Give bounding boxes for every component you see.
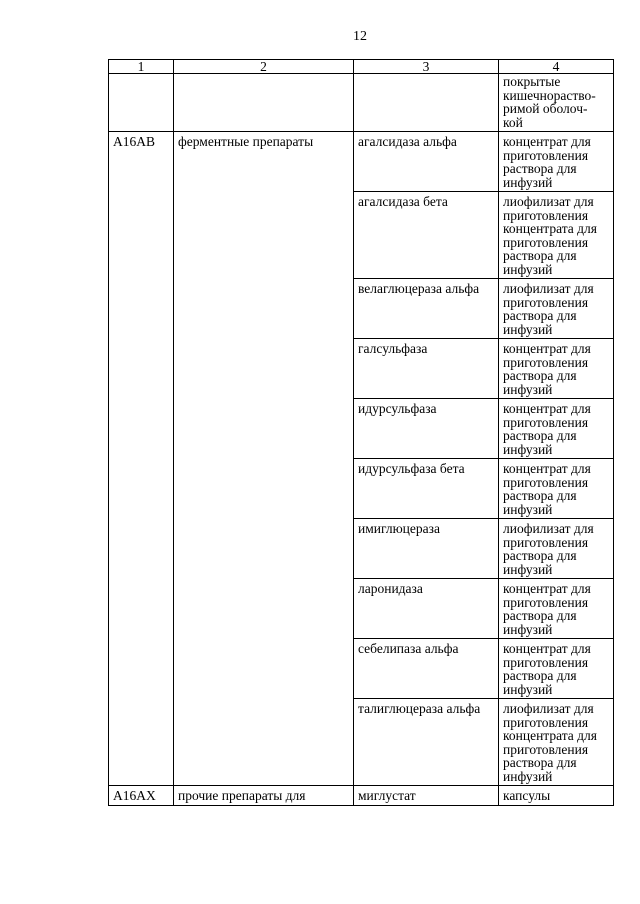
drug-name-cell: [354, 74, 499, 132]
column-header: 4: [499, 60, 614, 74]
column-header: 1: [109, 60, 174, 74]
group-cell: ферментные препараты: [174, 132, 354, 786]
dosage-form-cell: концентрат для приготовления раствора для инфузий: [499, 639, 614, 699]
drug-name-cell: велаглюцераза альфа: [354, 279, 499, 339]
drug-name-cell: галсульфаза: [354, 339, 499, 399]
column-header: 2: [174, 60, 354, 74]
dosage-form-cell: лиофилизат для приготовления раствора для инфузий: [499, 519, 614, 579]
dosage-form-cell: концентрат для приготовления раствора для инфузий: [499, 459, 614, 519]
drug-name-cell: идурсульфаза: [354, 399, 499, 459]
drug-name-cell: имиглюцераза: [354, 519, 499, 579]
dosage-form-cell: концентрат для приготовления раствора для инфузий: [499, 399, 614, 459]
dosage-form-cell: покрытые кишечнораство- римой оболоч- кой: [499, 74, 614, 132]
dosage-form-cell: капсулы: [499, 786, 614, 806]
table-row: [109, 786, 614, 806]
dosage-form-cell: концентрат для приготовления раствора для инфузий: [499, 132, 614, 192]
drug-name-cell: ларонидаза: [354, 579, 499, 639]
table-row: [109, 132, 614, 192]
page-number: 12: [353, 29, 367, 44]
atc-code-cell: A16AB: [109, 132, 174, 786]
table-row: [109, 74, 614, 132]
table-header: [109, 60, 614, 74]
drug-name-cell: агалсидаза альфа: [354, 132, 499, 192]
dosage-form-cell: концентрат для приготовления раствора для инфузий: [499, 339, 614, 399]
group-cell: прочие препараты для: [174, 786, 354, 806]
column-header: 3: [354, 60, 499, 74]
drug-name-cell: идурсульфаза бета: [354, 459, 499, 519]
table-body: [109, 74, 614, 806]
drug-name-cell: агалсидаза бета: [354, 192, 499, 279]
drug-name-cell: миглустат: [354, 786, 499, 806]
group-cell: [174, 74, 354, 132]
drug-table: [108, 59, 614, 806]
dosage-form-cell: концентрат для приготовления раствора для инфузий: [499, 579, 614, 639]
dosage-form-cell: лиофилизат для приготовления раствора для инфузий: [499, 279, 614, 339]
dosage-form-cell: лиофилизат для приготовления концентрата для приготовления раствора для инфузий: [499, 192, 614, 279]
atc-code-cell: [109, 74, 174, 132]
atc-code-cell: A16AX: [109, 786, 174, 806]
dosage-form-cell: лиофилизат для приготовления концентрата для приготовления раствора для инфузий: [499, 699, 614, 786]
drug-name-cell: себелипаза альфа: [354, 639, 499, 699]
drug-name-cell: талиглюцераза альфа: [354, 699, 499, 786]
